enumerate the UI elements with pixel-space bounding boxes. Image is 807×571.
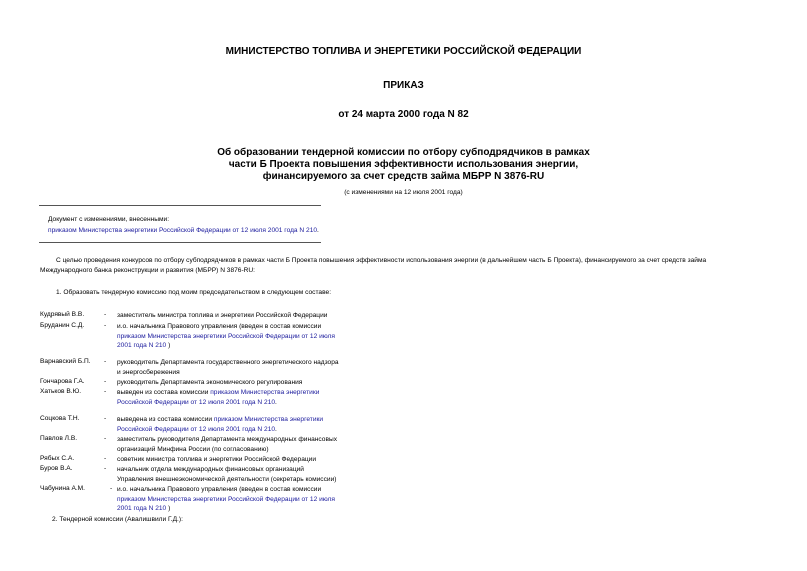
amend-link[interactable]: приказом Министерства энергетики Российской Федерации от 12 июля: [117, 332, 335, 340]
amend-link[interactable]: приказом Министерства энергетики Российской Федерации от 12 июля: [117, 495, 335, 503]
member-role: и.о. начальника Правового управления (введен в состав комиссии приказом Министерства энергетики Российской Федерации от 12 июля 2001 года N 210 ): [117, 323, 335, 350]
amend-line: приказом Министерства энергетики Российской Федерации от 12 июля 2001 года N 210.: [48, 227, 319, 234]
member-name: Павлов Л.В.: [40, 435, 78, 442]
item-2: 2. Тендерной комиссии (Авалишвили Г.Д.):: [52, 516, 183, 523]
member-role: выведена из состава комиссии приказом Министерства энергетики Российской Федерации от 12 июля 2001 года N 210.: [117, 416, 324, 433]
member-name: Чабунина А.М.: [40, 485, 86, 492]
member-role: руководитель Департамента государственного энергетического надзора и энергосбережения: [117, 359, 339, 376]
amend-link[interactable]: Российской Федерации от 12 июля 2001 года N 210: [117, 425, 276, 433]
amendment-note: (с изменениями на 12 июля 2001 года): [344, 189, 463, 196]
divider-bottom: [39, 242, 321, 243]
member-role: начальник отдела международных финансовых организаций Управления внешнеэкономической деятельности (секретарь комиссии): [117, 466, 337, 483]
amend-link[interactable]: приказом Министерства энергетики: [213, 416, 324, 423]
title-line: финансируемого за счет средств займа МБРР N 3876-RU: [262, 171, 545, 182]
member-name: Гончарова Г.А.: [40, 378, 85, 385]
ministry-heading: МИНИСТЕРСТВО ТОПЛИВА И ЭНЕРГЕТИКИ РОССИЙСКОЙ ФЕДЕРАЦИИ: [225, 46, 582, 57]
member-role: выведен из состава комиссии приказом Министерства энергетики Российской Федерации от 12 июля 2001 года N 210.: [117, 389, 320, 406]
member-name: Варнавский Б.П.: [40, 358, 91, 365]
member-role: руководитель Департамента экономического регулирования: [117, 379, 303, 386]
member-name: Рябых С.А.: [40, 455, 75, 462]
item-1: 1. Образовать тендерную комиссию под моим председательством в следующем составе:: [56, 289, 332, 296]
amend-link[interactable]: 2001 года N 210: [117, 505, 167, 513]
member-name: Буров В.А.: [40, 465, 73, 472]
member-role: заместитель министра топлива и энергетики Российской Федерации: [117, 312, 328, 319]
title-line: Об образовании тендерной комиссии по отбору субподрядчиков в рамках: [217, 147, 590, 158]
member-role: заместитель руководителя Департамента международных финансовых организаций Минфина России (по согласованию): [117, 436, 338, 453]
amend-link[interactable]: приказом Министерства энергетики: [210, 389, 320, 396]
amend-link[interactable]: приказом Министерства энергетики Российской Федерации от 12 июля 2001 года N 210: [48, 227, 318, 234]
amend-link[interactable]: 2001 года N 210: [117, 342, 167, 350]
intro-paragraph-line: Международного банка реконструкции и развития (МБРР) N 3876-RU:: [40, 267, 256, 274]
member-role: советник министра топлива и энергетики Российской Федерации: [117, 456, 317, 463]
member-role: и.о. начальника Правового управления (введен в состав комиссии приказом Министерства энергетики Российской Федерации от 12 июля 2001 года N 210 ): [117, 486, 335, 513]
order-title: [0, 147, 807, 183]
amend-intro: Документ с изменениями, внесенными:: [48, 216, 170, 223]
member-name: Соцкова Т.Н.: [40, 415, 80, 422]
intro-paragraph-line: С целью проведения конкурсов по отбору субподрядчиков в рамках части Б Проекта повышения эффективности использования энергии (в дальнейшем часть Б Проекта), финансируемого за счет средств займа: [56, 257, 707, 264]
member-name: Хатьков В.Ю.: [40, 388, 82, 395]
divider-top: [39, 205, 321, 206]
order-heading: ПРИКАЗ: [383, 80, 424, 91]
order-date: от 24 марта 2000 года N 82: [338, 109, 469, 120]
amend-link[interactable]: Российской Федерации от 12 июля 2001 года N 210: [117, 398, 276, 406]
member-name: Бруданин С.Д.: [40, 322, 85, 329]
title-line: части Б Проекта повышения эффективности использования энергии,: [228, 159, 579, 170]
member-name: Кудрявый В.В.: [40, 311, 85, 318]
